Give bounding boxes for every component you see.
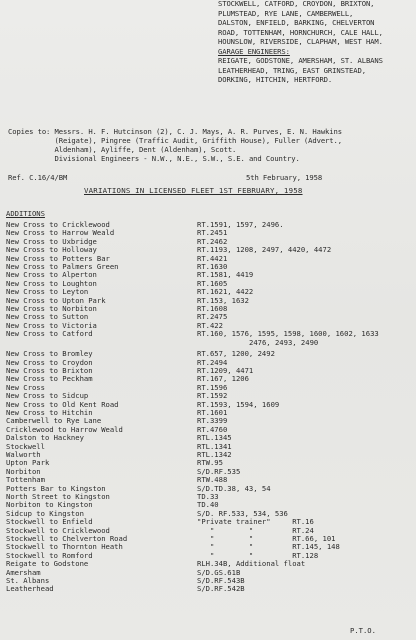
route-cell: Stockwell to Enfield xyxy=(6,517,93,527)
route-cell: Norbiton to Kingston xyxy=(6,500,93,510)
route-cell: New Cross to Sutton xyxy=(6,312,89,322)
route-cell: North Street to Kingston xyxy=(6,491,110,501)
garage-line: DALSTON, ENFIELD, BARKING, CHELVERTON xyxy=(218,18,375,27)
route-cell: Walworth xyxy=(6,449,41,459)
vehicle-cell: TD.33 xyxy=(197,491,219,501)
vehicle-cell: RT.2462 xyxy=(197,236,228,246)
vehicle-cell: RT.2451 xyxy=(197,228,228,238)
vehicle-cell: RT.4421 xyxy=(197,253,228,263)
vehicle-cell: RTL.1345 xyxy=(197,433,232,443)
vehicle-cell: RT.167, 1206 xyxy=(197,374,249,384)
route-cell: New Cross to Potters Bar xyxy=(6,253,110,263)
route-cell: New Cross to Hitchin xyxy=(6,407,93,417)
vehicle-cell: RLH.34B, Additional float xyxy=(197,559,306,569)
route-cell: Leatherhead xyxy=(6,584,54,594)
additions-heading: ADDITIONS xyxy=(6,209,45,218)
route-cell: Tottenham xyxy=(6,475,45,485)
route-cell: New Cross to Cricklewood xyxy=(6,220,110,229)
vehicle-cell: RT.2494 xyxy=(197,357,228,367)
route-cell: New Cross to Sidcup xyxy=(6,391,89,401)
vehicle-cell: RT.1601 xyxy=(197,407,228,417)
route-cell: New Cross to Catford xyxy=(6,329,93,339)
garage-line: REIGATE, GODSTONE, AMERSHAM, ST. ALBANS xyxy=(218,56,383,65)
vehicle-cell: 2476, 2493, 2490 xyxy=(249,337,319,347)
garage-line: GARAGE ENGINEERS: xyxy=(218,46,290,56)
vehicle-cell: RT.1581, 4419 xyxy=(197,270,254,280)
copies-line: Divisional Engineers - N.W., N.E., S.W., S.E. and Country. xyxy=(8,154,300,163)
vehicle-cell: RT.1605 xyxy=(197,278,228,288)
garage-line: LEATHERHEAD, TRING, EAST GRINSTEAD, xyxy=(218,65,366,75)
vehicle-cell: S/D. RF.533, 534, 536 xyxy=(197,508,288,518)
garage-line: ROAD, TOTTENHAM, HORNCHURCH, CALE HALL, xyxy=(218,27,383,37)
document-date: 5th February, 1958 xyxy=(246,173,323,182)
route-cell: New Cross to Croydon xyxy=(6,357,93,367)
vehicle-cell: RT.4760 xyxy=(197,424,228,434)
pto-note: P.T.O. xyxy=(350,626,376,635)
reference: Ref. C.16/4/BM xyxy=(8,173,68,182)
vehicle-cell: S/D.RF.543B xyxy=(197,575,245,585)
vehicle-cell: RTW.95 xyxy=(197,458,223,468)
route-cell: New Cross to Leyton xyxy=(6,287,89,297)
route-cell: New Cross to Harrow Weald xyxy=(6,228,115,238)
vehicle-cell: RT.3399 xyxy=(197,416,228,426)
vehicle-cell: RT.1621, 4422 xyxy=(197,287,254,297)
route-cell: New Cross to Upton Park xyxy=(6,295,106,305)
vehicle-cell: RTL.1341 xyxy=(197,441,232,451)
vehicle-cell: " " RT.145, 148 xyxy=(197,542,340,552)
vehicle-cell: RT.153, 1632 xyxy=(197,295,249,305)
route-cell: New Cross to Holloway xyxy=(6,245,97,255)
vehicle-cell: RT.1592 xyxy=(197,391,228,401)
vehicle-cell: RT.1193, 1208, 2497, 4420, 4472 xyxy=(197,245,332,255)
route-cell: New Cross to Bromley xyxy=(6,349,93,359)
route-cell: Norbiton xyxy=(6,466,41,476)
vehicle-cell: " " RT.24 xyxy=(197,525,314,535)
garage-line: DORKING, HITCHIN, HERTFORD. xyxy=(218,75,333,84)
route-cell: New Cross xyxy=(6,382,45,392)
copies-line: (Reigate), Pingree (Traffic Audit, Griffith House), Fuller (Advert., xyxy=(8,136,342,145)
vehicle-cell: S/D.GS.61B xyxy=(197,567,241,577)
route-cell: New Cross to Norbiton xyxy=(6,304,97,313)
garage-line: STOCKWELL, CATFORD, CROYDON, BRIXTON, xyxy=(218,0,375,8)
vehicle-cell: S/D.TD.38, 43, 54 xyxy=(197,483,271,493)
vehicle-cell: RTL.1342 xyxy=(197,449,232,459)
copies-line: Aldenham), Ayliffe, Dent (Aldenham), Scott. xyxy=(8,145,237,154)
vehicle-cell: RT.1608 xyxy=(197,304,228,313)
route-cell: Upton Park xyxy=(6,458,50,468)
vehicle-cell: RT.657, 1200, 2492 xyxy=(197,349,275,359)
route-cell: Camberwell to Rye Lane xyxy=(6,416,102,426)
vehicle-cell: RT.1591, 1597, 2496. xyxy=(197,220,284,229)
vehicle-cell: S/D.RF.535 xyxy=(197,466,241,476)
garage-line: PLUMSTEAD, RYE LANE, CAMBERWELL, xyxy=(218,8,354,18)
route-cell: Amersham xyxy=(6,567,41,577)
route-cell: Stockwell xyxy=(6,441,45,451)
route-cell: Potters Bar to Kingston xyxy=(6,483,106,493)
vehicle-cell: RT.1596 xyxy=(197,382,228,392)
route-cell: St. Albans xyxy=(6,575,50,585)
route-cell: New Cross to Peckham xyxy=(6,374,93,384)
vehicle-cell: RT.1209, 4471 xyxy=(197,365,254,375)
vehicle-cell: RT.1630 xyxy=(197,262,228,271)
vehicle-cell: RT.1593, 1594, 1609 xyxy=(197,399,280,409)
route-cell: New Cross to Palmers Green xyxy=(6,262,119,271)
copies-line: Copies to: Messrs. H. F. Hutcinson (2), C. J. Mays, A. R. Purves, E. N. Hawkins xyxy=(8,127,342,136)
document-title: VARIATIONS IN LICENSED FLEET 1ST FEBRUARY, 1958 xyxy=(84,186,303,195)
route-cell: Stockwell to Romford xyxy=(6,550,93,560)
route-cell: New Cross to Old Kent Road xyxy=(6,399,119,409)
route-cell: Stockwell to Thornton Heath xyxy=(6,542,123,552)
route-cell: New Cross to Uxbridge xyxy=(6,236,97,246)
route-cell: Stockwell to Cricklewood xyxy=(6,525,110,535)
route-cell: Sidcup to Kingston xyxy=(6,508,84,518)
route-cell: Stockwell to Chelverton Road xyxy=(6,533,128,543)
vehicle-cell: RT.160, 1576, 1595, 1598, 1600, 1602, 1633 xyxy=(197,329,379,339)
garage-line: HOUNSLOW, RIVERSIDE, CLAPHAM, WEST HAM. xyxy=(218,37,383,46)
vehicle-cell: " " RT.128 xyxy=(197,550,319,560)
route-cell: Reigate to Godstone xyxy=(6,559,89,569)
route-cell: New Cross to Alperton xyxy=(6,270,97,280)
vehicle-cell: " " RT.66, 101 xyxy=(197,533,336,543)
vehicle-cell: S/D.RF.542B xyxy=(197,584,245,594)
vehicle-cell: RTW.488 xyxy=(197,475,228,485)
table-row xyxy=(6,329,379,339)
vehicle-cell: TD.40 xyxy=(197,500,219,510)
vehicle-cell: RT.2475 xyxy=(197,312,228,322)
route-cell: New Cross to Brixton xyxy=(6,365,93,375)
vehicle-cell: "Private trainer" RT.16 xyxy=(197,517,314,527)
route-cell: Cricklewood to Harrow Weald xyxy=(6,424,123,434)
route-cell: New Cross to Victoria xyxy=(6,320,97,330)
route-cell: Dalston to Hackney xyxy=(6,433,84,443)
table-row xyxy=(6,584,245,594)
route-cell: New Cross to Loughton xyxy=(6,278,97,288)
vehicle-cell: RT.422 xyxy=(197,320,223,330)
